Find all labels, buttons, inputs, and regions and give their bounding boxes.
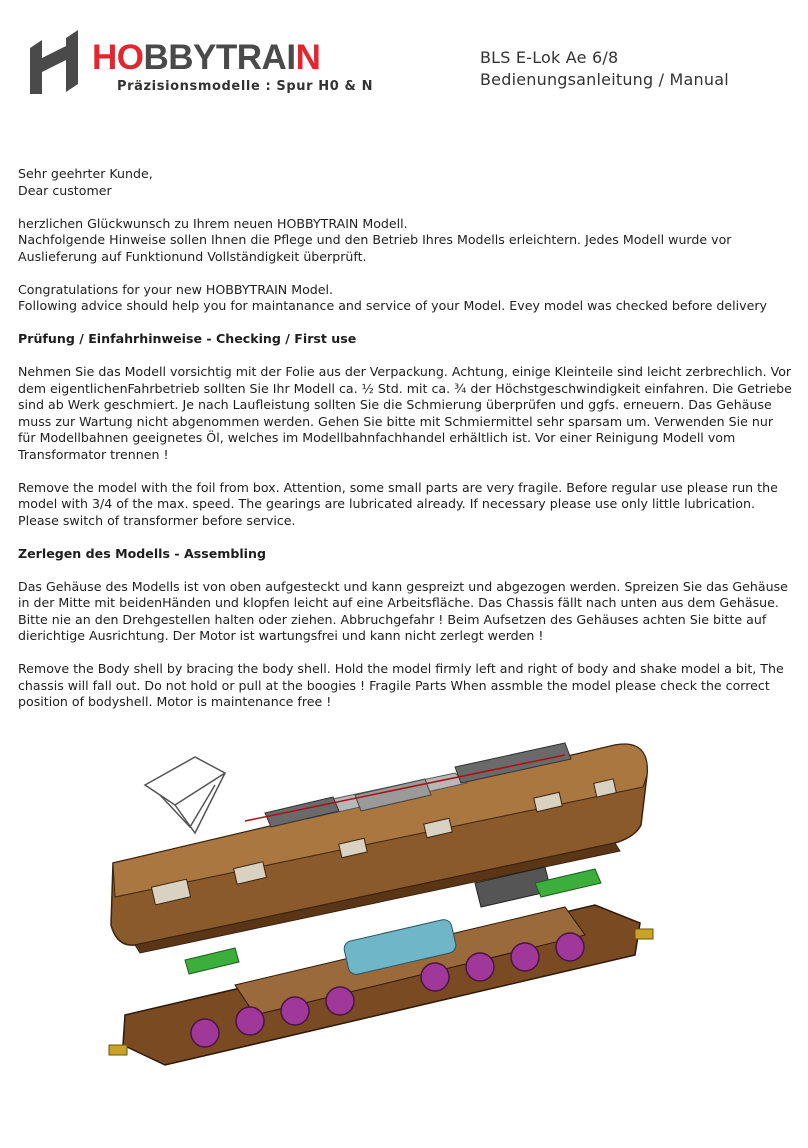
paragraph-assembling-de: Das Gehäuse des Modells ist von oben aufgesteckt und kann gespreizt und abgezogen werden. Spreizen Sie das Gehäuse in der Mitte mit beidenHänden und klopfen leicht auf eine Arbeitsfläche. Das Chassis fällt nach unten aus dem Gehäsue. Bitte nie an den Drehgestellen halten oder ziehen. Abbruchgefahr ! Beim Aufsetzen des Gehäuses achten Sie bitte auf dierichtige Ausrichtung. Der Motor ist wartungsfrei und kann nicht zerlegt werden ! xyxy=(18,578,788,643)
paragraph-checking-de: Nehmen Sie das Modell vorsichtig mit der Folie aus der Verpackung. Achtung, einige Kleinteile sind leicht zerbrechlich. Vor dem eigentlichenFahrbetrieb sollten Sie Ihr Modell ca. ½ Std. mit ca. ¾ der Höchstgeschwindigkeit einfahren. Die Getriebe sind ab Werk geschmiert. Je nach Laufleistung sollten Sie die Schmierung überprüfen und ggfs. erneuern. Das Gehäuse muss zur Wartung nicht abgenommen werden. Gehen Sie bitte mit Schmiermittel sehr sparsam um. Verwenden Sie nur für Modellbahnen geeignetes Öl, welches im Modellbahnfachhandel erhältlich ist. Vor einer Reinigung Modell vom Transformator trennen ! xyxy=(18,364,792,462)
hobbytrain-logo xyxy=(26,30,374,100)
brand-subtitle: Präzisionsmodelle : Spur H0 & N xyxy=(117,79,374,94)
document-title-manual: Bedienungsanleitung / Manual xyxy=(480,70,729,89)
locomotive-exploded-view xyxy=(95,715,665,1085)
section-heading-assembling: Zerlegen des Modells - Assembling xyxy=(18,545,266,561)
document-title-model: BLS E-Lok Ae 6/8 xyxy=(480,48,619,67)
paragraph-checking-en: Remove the model with the foil from box. Attention, some small parts are very fragile. Before regular use please run the model with 3/4 of the max. speed. The gearings are lubricated already. If necessary please use only little lubrication. Please switch of transformer before service. xyxy=(18,479,778,528)
paragraph-assembling-en: Remove the Body shell by bracing the body shell. Hold the model firmly left and right of body and shake model a bit, The chassis will fall out. Do not hold or pull at the boogies ! Fragile Parts When assmble the model please check the correct position of bodyshell. Motor is maintenance free ! xyxy=(18,661,784,709)
manual-content xyxy=(18,166,793,727)
greeting xyxy=(18,166,793,199)
greeting-de: Sehr geehrter Kunde, xyxy=(18,166,153,181)
intro-de-line2: Nachfolgende Hinweise sollen Ihnen die Pflege und den Betrieb Ihres Modells erleichtern. Jedes Modell wurde vor Auslieferung auf Funktionund Vollständigkeit überprüft. xyxy=(18,232,732,264)
greeting-en: Dear customer xyxy=(18,182,112,198)
section-heading-checking: Prüfung / Einfahrhinweise - Checking / First use xyxy=(18,331,357,346)
intro-en-line2: Following advice should help you for maintanance and service of your Model. Evey model was checked before delivery xyxy=(18,298,767,313)
intro-de-line1: herzlichen Glückwunsch zu Ihrem neuen HOBBYTRAIN Modell. xyxy=(18,215,408,231)
intro-de xyxy=(18,216,793,266)
brand-name: HOBBYTRAIN xyxy=(92,38,321,77)
intro-en-line1: Congratulations for your new HOBBYTRAIN Model. xyxy=(18,281,334,297)
document-title xyxy=(480,47,729,91)
intro-en xyxy=(18,282,793,315)
pantograph xyxy=(145,757,225,833)
logo-h-mark xyxy=(26,30,82,94)
